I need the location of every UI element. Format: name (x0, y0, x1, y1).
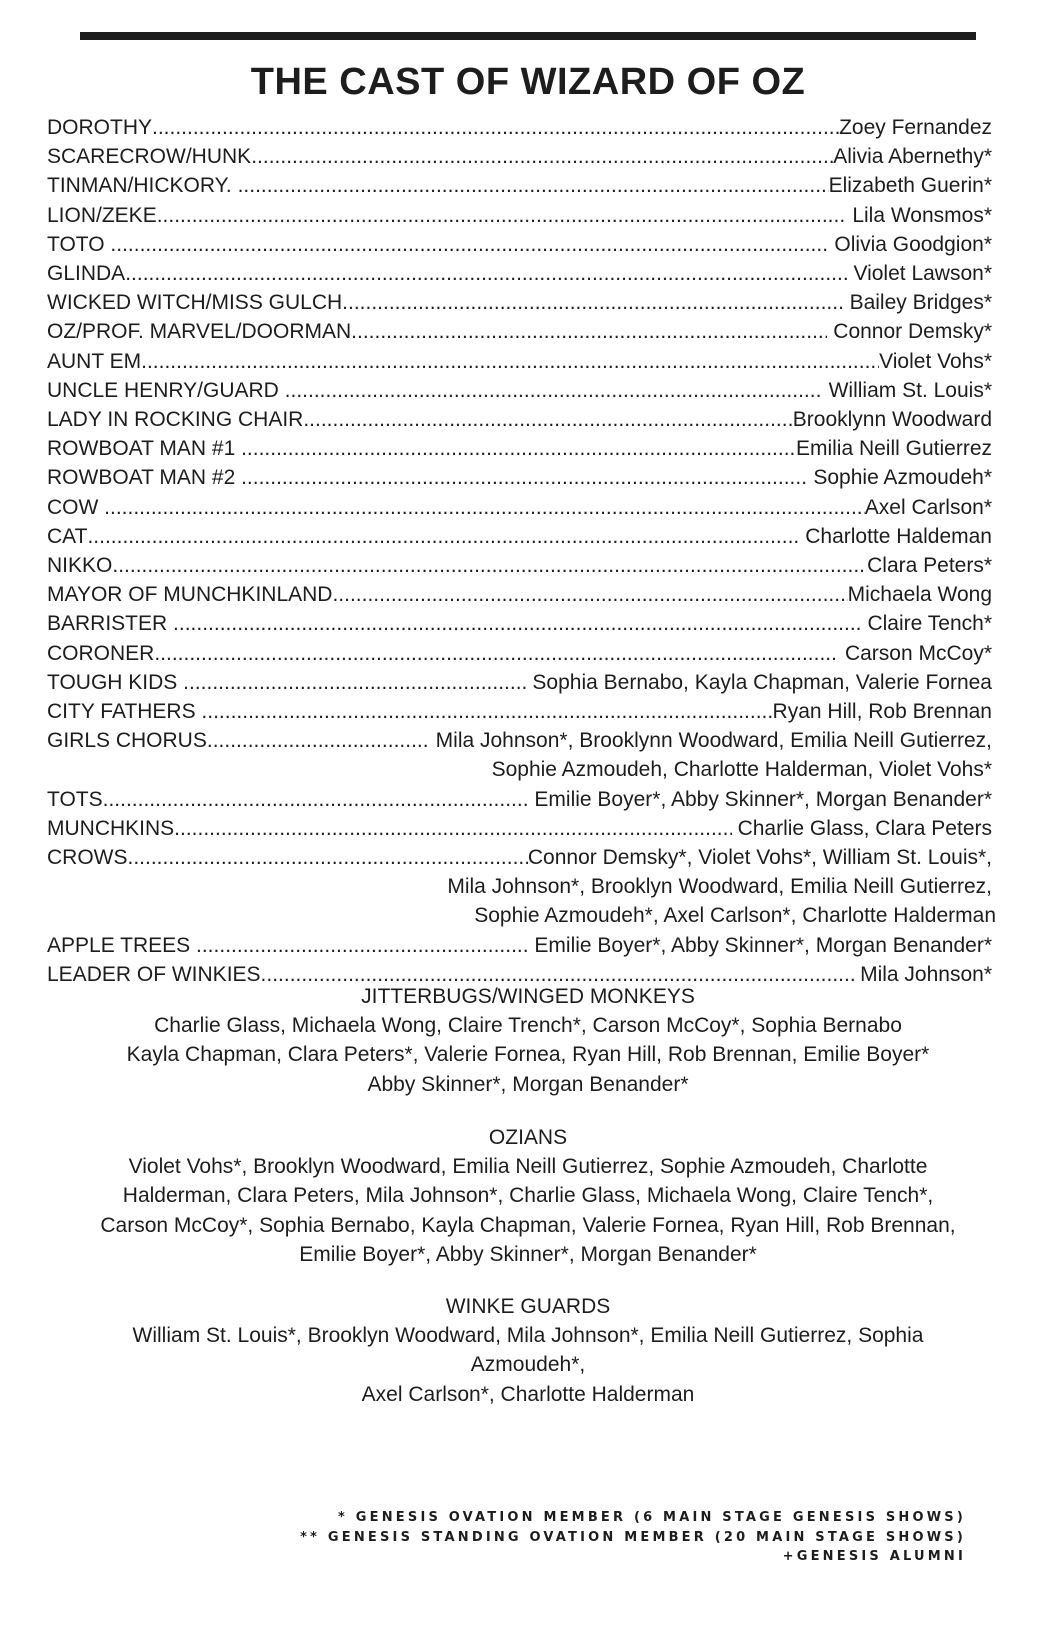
actor-name: Violet Vohs* (879, 349, 992, 373)
dot-leader (141, 347, 879, 376)
winke-guards-line: Axel Carlson*, Charlotte Halderman (361, 1382, 695, 1406)
ozians-section (40, 1123, 1016, 1269)
role-name: AUNT EM (47, 349, 142, 373)
role-name: BARRISTER (47, 612, 174, 636)
cast-row (47, 376, 992, 405)
cast-row (47, 434, 992, 463)
actor-name: Emilie Boyer*, Abby Skinner*, Morgan Benander* (528, 933, 992, 957)
actor-name: Claire Tench* (861, 612, 992, 636)
dot-leader (207, 726, 430, 755)
winke-guards-section (40, 1292, 1016, 1409)
role-name: TOTS (47, 787, 103, 811)
dot-leader (251, 142, 833, 171)
dot-leader (112, 551, 867, 580)
footnote-ovation: * GENESIS OVATION MEMBER (6 MAIN STAGE GENESIS SHOWS) (338, 1510, 966, 1525)
role-name: ROWBOAT MAN #1 (47, 437, 242, 461)
page-title: THE CAST OF WIZARD OF OZ (250, 61, 806, 103)
cast-row (47, 230, 992, 259)
actor-name: Mila Johnson*, Brooklynn Woodward, Emilia Neill Gutierrez, (429, 729, 992, 753)
cast-row (47, 639, 992, 668)
jitterbugs-line: Charlie Glass, Michaela Wong, Claire Trench*, Carson McCoy*, Sophia Bernabo (154, 1014, 902, 1038)
actor-name: Connor Demsky* (827, 320, 992, 344)
role-name: COW (47, 495, 105, 519)
dot-leader (103, 785, 529, 814)
dot-leader (303, 405, 792, 434)
dot-leader (125, 259, 847, 288)
dot-leader (183, 668, 526, 697)
cast-row (47, 522, 992, 551)
role-name: LADY IN ROCKING CHAIR (47, 408, 304, 432)
role-name: TOTO (47, 232, 111, 256)
role-name: CITY FATHERS (47, 700, 202, 724)
dot-leader (201, 697, 772, 726)
ozians-line: Emilie Boyer*, Abby Skinner*, Morgan Benander* (299, 1242, 757, 1266)
dot-leader (110, 230, 828, 259)
cast-row (47, 201, 992, 230)
cast-row (47, 726, 992, 755)
jitterbugs-line: Abby Skinner*, Morgan Benander* (367, 1072, 689, 1096)
footnote-alumni: +GENESIS ALUMNI (782, 1549, 966, 1564)
actor-name: Alivia Abernethy* (833, 145, 992, 169)
role-name: MUNCHKINS (47, 816, 175, 840)
cast-row (47, 785, 992, 814)
actor-continuation: Sophie Azmoudeh, Charlotte Halderman, Violet Vohs* (491, 758, 992, 782)
cast-row (47, 317, 992, 346)
actor-name: Zoey Fernandez (839, 116, 992, 139)
dot-leader (238, 171, 829, 200)
actor-name: Violet Lawson* (847, 262, 992, 286)
ozians-heading: OZIANS (488, 1126, 568, 1149)
actor-name: Sophie Azmoudeh* (807, 466, 992, 490)
role-name: WICKED WITCH/MISS GULCH (47, 291, 343, 315)
dot-leader (104, 493, 865, 522)
role-name: LEADER OF WINKIES (47, 962, 261, 986)
cast-row (47, 259, 992, 288)
actor-name: Axel Carlson* (864, 495, 992, 519)
top-rule (80, 32, 976, 40)
dot-leader (351, 317, 827, 346)
cast-row (47, 609, 992, 638)
cast-row (47, 697, 992, 726)
dot-leader (241, 463, 807, 492)
role-name: CAT (47, 524, 88, 548)
dot-leader (174, 814, 732, 843)
actor-name: Emilia Neill Gutierrez (795, 437, 992, 461)
cast-row (47, 580, 992, 609)
cast-row (47, 493, 992, 522)
cast-row (47, 171, 992, 200)
dot-leader (332, 580, 847, 609)
winke-guards-heading: WINKE GUARDS (445, 1295, 611, 1318)
cast-row (47, 288, 992, 317)
actor-continuation: Sophie Azmoudeh*, Axel Carlson*, Charlotte Halderman (474, 904, 996, 928)
jitterbugs-section (40, 982, 1016, 1099)
role-name: CORONER (47, 641, 155, 665)
dot-leader (157, 201, 847, 230)
role-name: ROWBOAT MAN #2 (47, 466, 242, 490)
actor-name: Clara Peters* (867, 554, 992, 578)
dot-leader (285, 376, 823, 405)
actor-name: Sophia Bernabo, Kayla Chapman, Valerie Fornea (526, 670, 992, 694)
actor-continuation: Mila Johnson*, Brooklyn Woodward, Emilia Neill Gutierrez, (447, 875, 992, 899)
role-name: APPLE TREES (47, 933, 197, 957)
cast-row (47, 814, 992, 843)
role-name: DOROTHY (47, 116, 152, 139)
winke-guards-line: William St. Louis*, Brooklyn Woodward, Mila Johnson*, Emilia Neill Gutierrez, Sophia (132, 1324, 924, 1348)
actor-name: Charlotte Haldeman (799, 524, 992, 548)
dot-leader (173, 609, 862, 638)
jitterbugs-heading: JITTERBUGS/WINGED MONKEYS (361, 985, 695, 1008)
role-name: UNCLE HENRY/GUARD (47, 378, 285, 402)
cast-row (47, 551, 992, 580)
role-name: MAYOR OF MUNCHKINLAND (47, 583, 333, 607)
dot-leader (196, 931, 529, 960)
cast-row (47, 142, 992, 171)
dot-leader (87, 522, 799, 551)
ozians-line: Halderman, Clara Peters, Mila Johnson*, Charlie Glass, Michaela Wong, Claire Tench*, (122, 1184, 934, 1208)
cast-row (47, 931, 992, 960)
cast-row (47, 113, 992, 142)
footnotes (300, 1508, 966, 1567)
role-name: LION/ZEKE (47, 203, 157, 227)
dot-leader (128, 843, 528, 872)
cast-row (47, 668, 992, 697)
cast-row (47, 405, 992, 434)
role-name: GIRLS CHORUS (47, 729, 207, 753)
dot-leader (152, 113, 839, 142)
role-name: TINMAN/HICKORY. (47, 174, 238, 198)
cast-list (47, 113, 996, 989)
actor-name: Mila Johnson* (854, 962, 992, 986)
winke-guards-line: Azmoudeh*, (470, 1353, 586, 1377)
dot-leader (154, 639, 839, 668)
footnote-standing-ovation: ** GENESIS STANDING OVATION MEMBER (20 MAIN STAGE SHOWS) (300, 1529, 966, 1545)
role-name: GLINDA (47, 262, 126, 286)
actor-name: Bailey Bridges* (843, 291, 992, 315)
actor-name: Carson McCoy* (839, 641, 992, 665)
dot-leader (342, 288, 844, 317)
actor-name: Connor Demsky*, Violet Vohs*, William St. Louis*, (527, 846, 992, 870)
actor-name: Brooklynn Woodward (792, 408, 992, 432)
role-name: SCARECROW/HUNK (47, 145, 252, 169)
actor-name: Olivia Goodgion* (828, 232, 992, 256)
jitterbugs-line: Kayla Chapman, Clara Peters*, Valerie Fornea, Ryan Hill, Rob Brennan, Emilie Boyer* (126, 1043, 930, 1067)
actor-name: Elizabeth Guerin* (828, 174, 992, 198)
role-name: NIKKO (47, 554, 113, 578)
role-name: OZ/PROF. MARVEL/DOORMAN (47, 320, 352, 344)
actor-name: Ryan Hill, Rob Brennan (772, 700, 992, 724)
role-name: CROWS (47, 846, 128, 870)
actor-name: Emilie Boyer*, Abby Skinner*, Morgan Benander* (528, 787, 992, 811)
cast-row (47, 463, 992, 492)
role-name: TOUGH KIDS (47, 670, 184, 694)
actor-name: Michaela Wong (847, 583, 992, 607)
ozians-line: Violet Vohs*, Brooklyn Woodward, Emilia Neill Gutierrez, Sophie Azmoudeh, Charlotte (128, 1155, 928, 1179)
actor-name: Lila Wonsmos* (846, 203, 992, 227)
cast-row (47, 843, 992, 872)
ozians-line: Carson McCoy*, Sophia Bernabo, Kayla Chapman, Valerie Fornea, Ryan Hill, Rob Brennan, (100, 1213, 956, 1237)
cast-row (47, 347, 992, 376)
actor-name: William St. Louis* (822, 378, 992, 402)
dot-leader (241, 434, 796, 463)
actor-name: Charlie Glass, Clara Peters (731, 816, 992, 840)
